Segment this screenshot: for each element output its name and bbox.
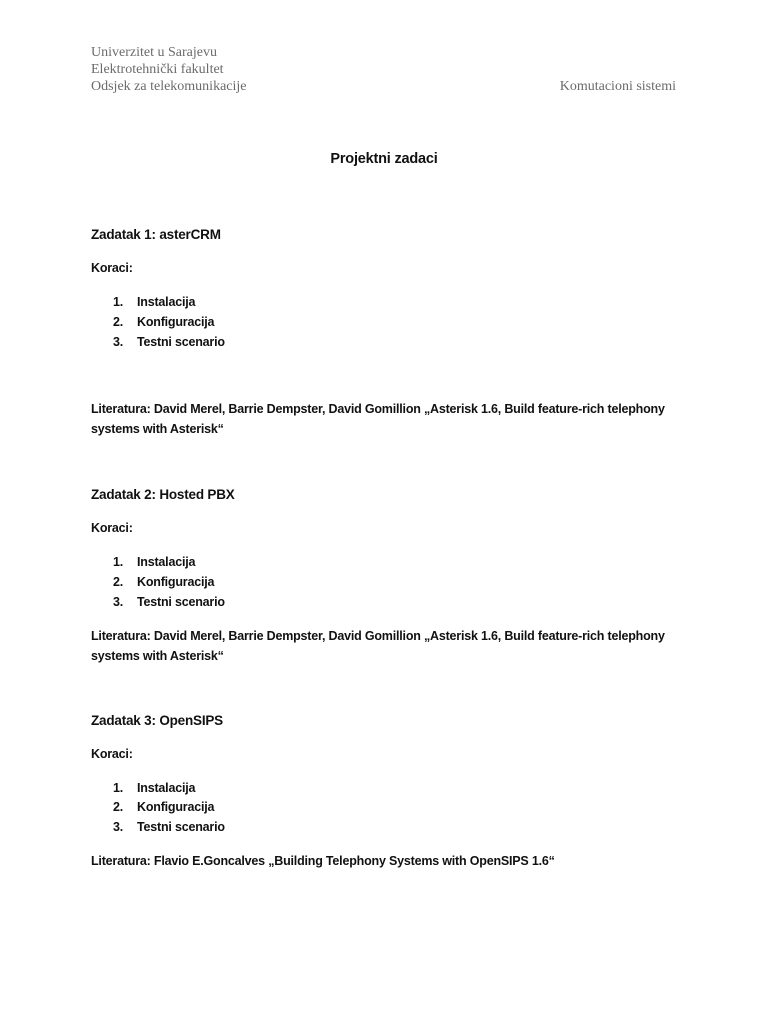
task-2-literature [91,626,691,666]
task-2-step-1 [0,553,768,571]
task-1-step-2 [0,313,768,331]
step-text: Konfiguracija [137,315,215,329]
task-1-step-3 [0,333,768,351]
step-text: Testni scenario [137,820,225,834]
literature-label: Literatura: [91,402,151,416]
step-number: 2. [113,575,124,589]
task-2-title: Zadatak 2: Hosted PBX [91,487,235,502]
task-3-steps-label: Koraci: [91,747,133,761]
step-text: Konfiguracija [137,800,215,814]
task-2-step-2 [0,573,768,591]
step-number: 1. [113,781,124,795]
step-text: Testni scenario [137,595,225,609]
literature-label: Literatura: [91,629,151,643]
step-text: Instalacija [137,781,196,795]
task-3-step-2 [0,798,768,816]
task-3-title: Zadatak 3: OpenSIPS [91,713,223,728]
step-number: 3. [113,820,124,834]
step-number: 1. [113,295,124,309]
step-number: 2. [113,315,124,329]
task-1-literature [91,399,691,439]
step-text: Konfiguracija [137,575,215,589]
step-number: 3. [113,335,124,349]
header-course: Komutacioni sistemi [559,79,676,94]
literature-label: Literatura: [91,854,151,868]
task-1-step-1 [0,293,768,311]
task-1-title: Zadatak 1: asterCRM [91,227,221,242]
header-faculty: Elektrotehnički fakultet [91,62,224,77]
step-number: 2. [113,800,124,814]
step-text: Instalacija [137,555,196,569]
task-3-literature [91,851,691,871]
step-text: Testni scenario [137,335,225,349]
task-1-steps-label: Koraci: [91,261,133,275]
header-university: Univerzitet u Sarajevu [91,45,217,60]
page-title: Projektni zadaci [330,151,438,167]
step-number: 1. [113,555,124,569]
step-text: Instalacija [137,295,196,309]
task-2-step-3 [0,593,768,611]
literature-text: Flavio E.Goncalves „Building Telephony Systems with OpenSIPS 1.6“ [153,854,555,868]
header-department: Odsjek za telekomunikacije [91,79,247,94]
step-number: 3. [113,595,124,609]
literature-text: David Merel, Barrie Dempster, David Gomillion „Asterisk 1.6, Build feature-rich telephony systems with Asterisk“ [91,629,665,663]
task-2-steps-label: Koraci: [91,521,133,535]
task-3-step-3 [0,818,768,836]
task-3-step-1 [0,779,768,797]
literature-text: David Merel, Barrie Dempster, David Gomillion „Asterisk 1.6, Build feature-rich telephony systems with Asterisk“ [91,402,665,436]
